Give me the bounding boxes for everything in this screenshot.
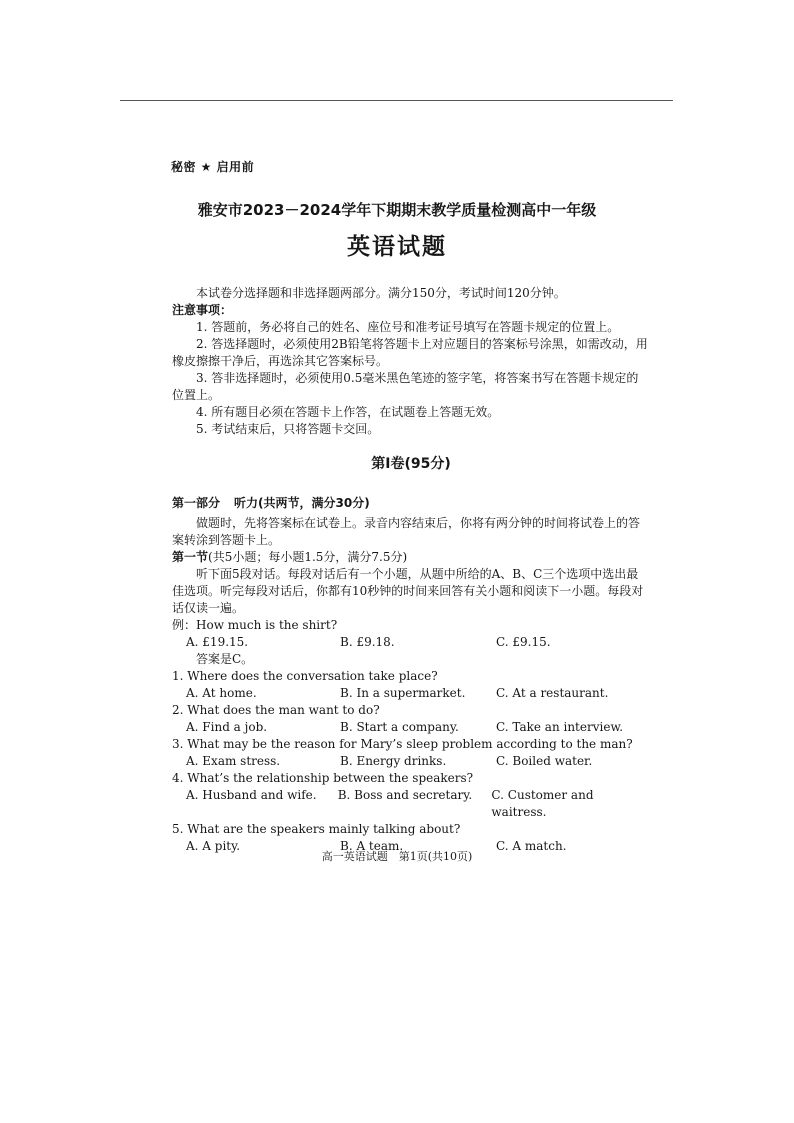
option-a: A. £19.15. [186, 635, 249, 649]
note-item: 1. 答题前，务必将自己的姓名、座位号和准考证号填写在答题卡规定的位置上。 [196, 320, 620, 334]
volume-title: 第Ⅰ卷(95分) [371, 456, 451, 472]
subject-title: 英语试题 [347, 234, 447, 260]
question-options [172, 787, 650, 821]
section1-instruction: 听下面5段对话。每段对话后有一个小题，从题中所给的A、B、C三个选项中选出最佳选项。听完每段对话后，你都有10秒钟的时间来回答有关小题和阅读下一小题。每段对话仅读一遍。 [172, 567, 644, 615]
part1-label: 第一部分 [172, 496, 221, 510]
question-options [172, 753, 650, 770]
option-b: B. Start a company. [340, 720, 459, 734]
question-text: 5. What are the speakers mainly talking about? [172, 822, 461, 836]
question-options [172, 685, 650, 702]
option-b: B. In a supermarket. [340, 686, 466, 700]
question-text: 3. What may be the reason for Mary’s sleep problem according to the man? [172, 737, 633, 751]
question-text: 2. What does the man want to do? [172, 703, 380, 717]
page-footer: 高一英语试题 第1页(共10页) [321, 850, 473, 863]
note-item: 5. 考试结束后，只将答题卡交回。 [196, 422, 380, 436]
section1-scoring: (共5小题；每小题1.5分，满分7.5分) [208, 550, 408, 564]
notes-heading: 注意事项： [172, 303, 233, 317]
question-text: 4. What’s the relationship between the speakers? [172, 771, 474, 785]
option-b: B. A team. [340, 839, 404, 853]
part1-heading [172, 495, 650, 512]
note-item: 3. 答非选择题时，必须使用0.5毫米黑色笔迹的签字笔，将答案书写在答题卡规定的位置上。 [172, 371, 639, 402]
exam-title: 雅安市2023－2024学年下期期末教学质量检测高中一年级 [197, 201, 597, 219]
option-a: A. At home. [186, 686, 257, 700]
confidential-label: 秘密 ★ 启用前 [171, 160, 255, 174]
option-c: C. Take an interview. [496, 720, 624, 734]
option-a: A. A pity. [186, 839, 241, 853]
note-item: 4. 所有题目必须在答题卡上作答，在试题卷上答题无效。 [196, 405, 500, 419]
question-text: 1. Where does the conversation take place? [172, 669, 438, 683]
option-a: A. Find a job. [186, 720, 268, 734]
example-question: 例：How much is the shirt? [172, 618, 338, 632]
option-c: C. Boiled water. [496, 754, 593, 768]
section1-heading [172, 549, 650, 566]
option-b: B. Boss and secretary. [337, 788, 473, 802]
example-answer: 答案是C。 [196, 652, 254, 666]
option-c: C. £9.15. [496, 635, 551, 649]
option-c: C. A match. [496, 839, 567, 853]
question-options [172, 719, 650, 736]
document-body [172, 285, 650, 855]
note-item: 2. 答选择题时，必须使用2B铅笔将答题卡上对应题目的答案标号涂黑，如需改动，用橡皮擦擦干净后，再选涂其它答案标号。 [172, 337, 648, 368]
top-rule [120, 100, 673, 101]
option-c: C. Customer and waitress. [491, 788, 594, 819]
option-c: C. At a restaurant. [496, 686, 609, 700]
option-b: B. £9.18. [340, 635, 395, 649]
part1-title: 听力(共两节，满分30分) [234, 496, 370, 510]
option-a: A. Husband and wife. [186, 788, 317, 802]
example-options [172, 634, 650, 651]
option-b: B. Energy drinks. [340, 754, 447, 768]
section1-label: 第一节 [172, 550, 209, 564]
intro-text: 本试卷分选择题和非选择题两部分。满分150分，考试时间120分钟。 [196, 286, 566, 300]
part1-instruction: 做题时，先将答案标在试卷上。录音内容结束后，你将有两分钟的时间将试卷上的答案转涂到答题卡上。 [172, 516, 641, 547]
option-a: A. Exam stress. [186, 754, 281, 768]
